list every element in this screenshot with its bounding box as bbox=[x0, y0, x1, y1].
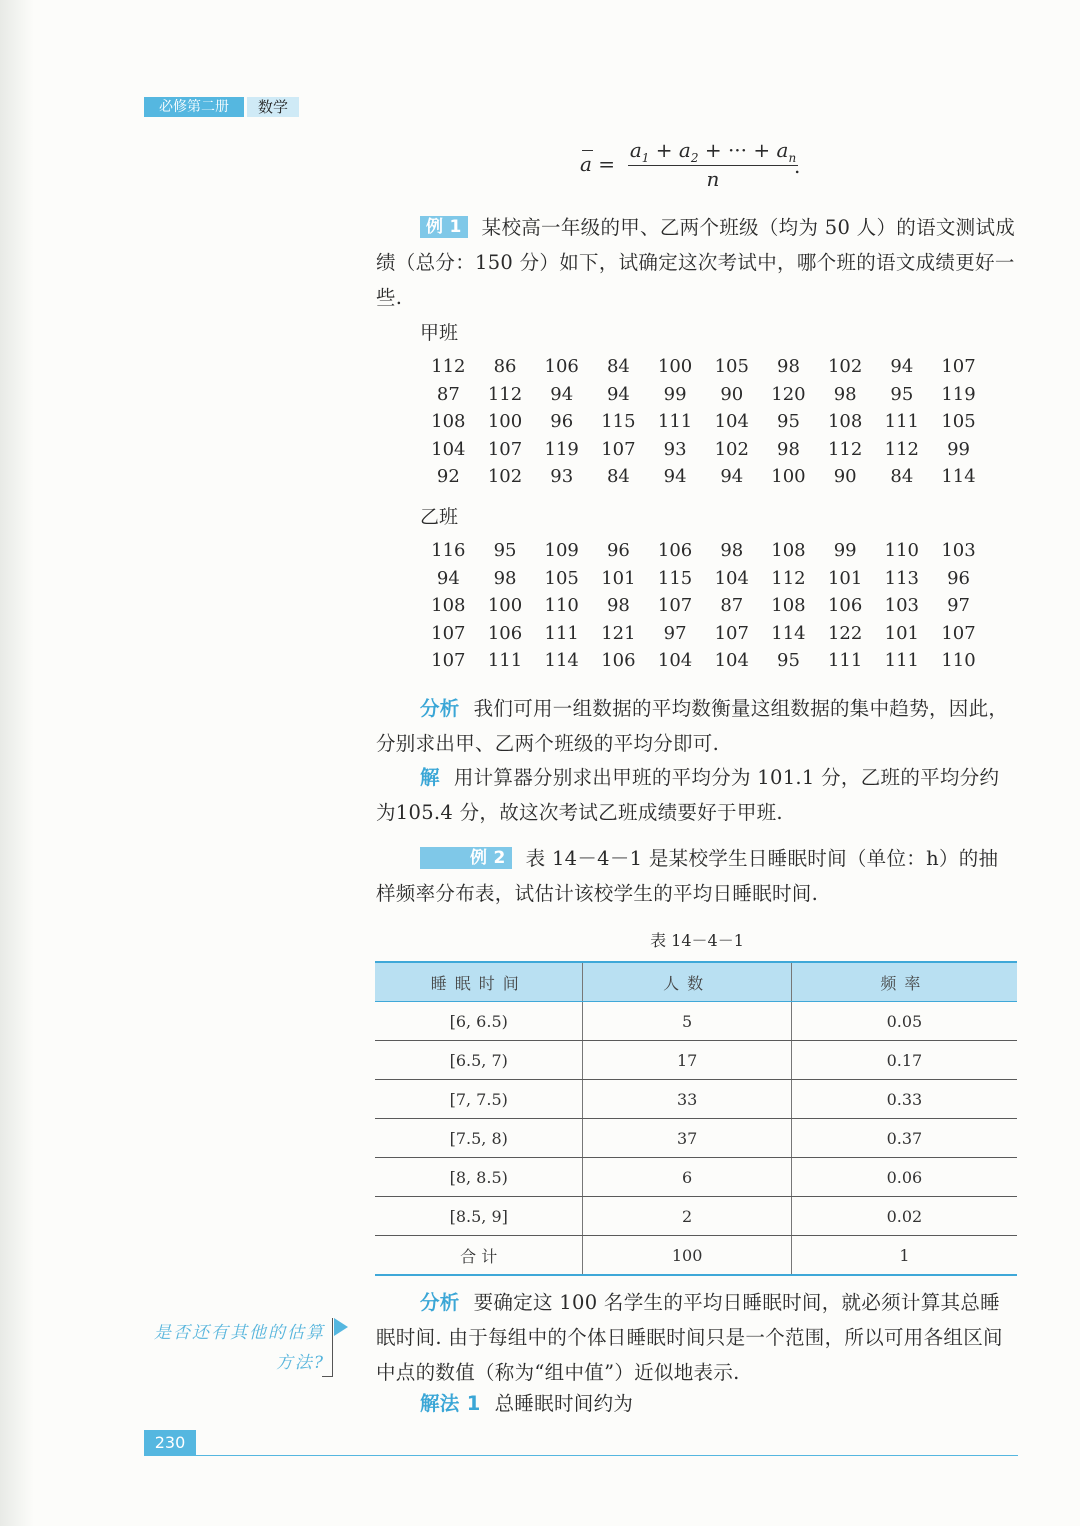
score-cell: 100 bbox=[657, 356, 693, 377]
score-cell: 100 bbox=[487, 411, 523, 432]
score-cell: 120 bbox=[771, 383, 806, 405]
score-cell: 106 bbox=[544, 356, 579, 377]
class-b-label: 乙班 bbox=[420, 506, 459, 528]
score-cell: 114 bbox=[941, 466, 976, 487]
score-cell: 108 bbox=[827, 411, 863, 432]
score-cell: 100 bbox=[771, 466, 806, 487]
col-count: 人数 bbox=[583, 962, 791, 1002]
example2-tag: 例 2 bbox=[420, 847, 512, 869]
score-cell: 111 bbox=[884, 650, 920, 671]
example1-solution: 解 用计算器分别求出甲班的平均分为 101.1 分，乙班的平均分约为105.4 分，故这次考试乙班成绩要好于甲班. bbox=[376, 766, 1000, 824]
score-cell: 119 bbox=[941, 383, 976, 405]
score-cell: 95 bbox=[777, 650, 800, 671]
score-cell: 112 bbox=[827, 438, 863, 460]
score-row bbox=[420, 436, 990, 464]
example1-analysis: 分析 我们可用一组数据的平均数衡量这组数据的集中趋势，因此，分别求出甲、乙两个班级的平均分即可. bbox=[376, 697, 1009, 755]
score-cell: 106 bbox=[487, 622, 523, 644]
flag-triangle-icon bbox=[334, 1318, 348, 1336]
score-cell: 113 bbox=[884, 567, 920, 589]
score-cell: 111 bbox=[827, 650, 863, 671]
table-cell: 0.17 bbox=[791, 1041, 1017, 1080]
score-row bbox=[420, 537, 990, 565]
score-cell: 107 bbox=[431, 650, 466, 671]
table-cell: 37 bbox=[583, 1119, 791, 1158]
score-cell: 94 bbox=[606, 383, 630, 405]
score-cell: 93 bbox=[550, 466, 574, 487]
example2-analysis: 分析 要确定这 100 名学生的平均日睡眠时间，就必须计算其总睡眠时间. 由于每组中的个体日睡眠时间只是一个范围，所以可用各组区间中点的数值（称为“组中值”）近似地表示. bbox=[376, 1291, 1003, 1384]
score-cell: 92 bbox=[436, 466, 460, 487]
score-cell: 90 bbox=[720, 383, 744, 405]
score-row bbox=[420, 381, 990, 409]
table-cell: 0.06 bbox=[791, 1158, 1017, 1197]
score-cell: 107 bbox=[431, 622, 466, 644]
table-cell: 0.05 bbox=[791, 1002, 1017, 1041]
score-cell: 97 bbox=[947, 595, 970, 616]
table-row bbox=[375, 1158, 1017, 1197]
score-cell: 86 bbox=[493, 356, 517, 377]
score-row bbox=[420, 463, 990, 491]
table-cell: [6.5, 7) bbox=[375, 1041, 583, 1080]
score-cell: 95 bbox=[493, 540, 517, 561]
table-caption: 表 14－4－1 bbox=[650, 931, 744, 950]
page-number: 230 bbox=[144, 1430, 196, 1456]
score-cell: 94 bbox=[436, 567, 460, 589]
score-cell: 107 bbox=[941, 622, 976, 644]
score-cell: 111 bbox=[884, 411, 920, 432]
score-cell: 94 bbox=[550, 383, 574, 405]
score-cell: 87 bbox=[720, 595, 744, 616]
class-a-scores bbox=[420, 353, 990, 491]
score-cell: 90 bbox=[833, 466, 857, 487]
score-cell: 105 bbox=[544, 567, 579, 589]
score-cell: 84 bbox=[606, 356, 630, 377]
table-cell: 100 bbox=[583, 1236, 791, 1276]
score-cell: 104 bbox=[714, 567, 749, 589]
score-cell: 98 bbox=[606, 595, 630, 616]
score-cell: 104 bbox=[714, 411, 749, 432]
flag-icon bbox=[332, 1318, 333, 1376]
table-cell: [8, 8.5) bbox=[375, 1158, 583, 1197]
score-cell: 111 bbox=[544, 622, 579, 644]
score-cell: 94 bbox=[720, 466, 744, 487]
footer-rule bbox=[196, 1455, 1018, 1456]
score-cell: 102 bbox=[714, 438, 749, 460]
score-cell: 111 bbox=[657, 411, 693, 432]
score-cell: 106 bbox=[827, 595, 863, 616]
score-cell: 101 bbox=[827, 567, 863, 589]
score-cell: 114 bbox=[771, 622, 806, 644]
score-cell: 110 bbox=[544, 595, 579, 616]
score-cell: 103 bbox=[884, 595, 920, 616]
score-cell: 116 bbox=[431, 540, 466, 561]
score-cell: 109 bbox=[544, 540, 579, 561]
class-a-label: 甲班 bbox=[420, 322, 459, 344]
score-cell: 110 bbox=[941, 650, 976, 671]
formula-denominator: n bbox=[706, 167, 720, 191]
example2-method: 解法 1 总睡眠时间约为 bbox=[420, 1392, 634, 1415]
score-cell: 108 bbox=[431, 411, 466, 432]
score-cell: 94 bbox=[663, 466, 687, 487]
table-row bbox=[375, 1080, 1017, 1119]
formula-numerator: $a_1 + a_2$ + ··· + $a_n$ bbox=[629, 138, 797, 165]
class-b-scores bbox=[420, 537, 990, 675]
table-cell: 33 bbox=[583, 1080, 791, 1119]
score-cell: 107 bbox=[941, 356, 976, 377]
score-cell: 95 bbox=[890, 383, 914, 405]
col-sleep-time: 睡眠时间 bbox=[375, 962, 583, 1002]
mean-formula: a = $a_1 + a_2$ + ··· + $a_n$ n . bbox=[580, 138, 801, 191]
score-cell: 96 bbox=[947, 567, 970, 589]
table-cell: [7.5, 8) bbox=[375, 1119, 583, 1158]
score-row bbox=[420, 647, 990, 675]
header-subject: 数学 bbox=[247, 97, 299, 117]
score-cell: 98 bbox=[493, 567, 517, 589]
score-cell: 112 bbox=[487, 383, 523, 405]
page-binding-shadow bbox=[0, 0, 34, 1526]
table-row bbox=[375, 1002, 1017, 1041]
score-cell: 97 bbox=[663, 622, 687, 644]
score-cell: 115 bbox=[601, 411, 636, 432]
score-cell: 87 bbox=[436, 383, 460, 405]
score-cell: 107 bbox=[601, 438, 636, 460]
score-cell: 107 bbox=[714, 622, 749, 644]
score-cell: 106 bbox=[601, 650, 636, 671]
score-cell: 107 bbox=[657, 595, 693, 616]
table-cell: 合 计 bbox=[375, 1236, 583, 1276]
score-cell: 108 bbox=[771, 595, 806, 616]
header-book-title: 必修第二册 bbox=[144, 97, 244, 117]
table-cell: 5 bbox=[583, 1002, 791, 1041]
score-cell: 99 bbox=[947, 438, 970, 460]
score-row bbox=[420, 408, 990, 436]
table-row bbox=[375, 1197, 1017, 1236]
score-cell: 112 bbox=[884, 438, 920, 460]
score-cell: 99 bbox=[833, 540, 857, 561]
score-row bbox=[420, 592, 990, 620]
score-cell: 96 bbox=[606, 540, 630, 561]
score-cell: 102 bbox=[487, 466, 523, 487]
score-cell: 112 bbox=[431, 356, 466, 377]
score-cell: 111 bbox=[487, 650, 523, 671]
score-row bbox=[420, 565, 990, 593]
table-cell: 2 bbox=[583, 1197, 791, 1236]
score-cell: 104 bbox=[431, 438, 466, 460]
score-cell: 105 bbox=[714, 356, 749, 377]
score-cell: 96 bbox=[550, 411, 574, 432]
table-cell: 0.37 bbox=[791, 1119, 1017, 1158]
table-row bbox=[375, 1236, 1017, 1276]
table-cell: 1 bbox=[791, 1236, 1017, 1276]
table-cell: 17 bbox=[583, 1041, 791, 1080]
score-cell: 99 bbox=[663, 383, 687, 405]
table-cell: [8.5, 9] bbox=[375, 1197, 583, 1236]
score-cell: 107 bbox=[487, 438, 523, 460]
score-cell: 105 bbox=[941, 411, 976, 432]
score-cell: 84 bbox=[606, 466, 630, 487]
score-cell: 112 bbox=[771, 567, 806, 589]
score-row bbox=[420, 620, 990, 648]
table-row bbox=[375, 1041, 1017, 1080]
score-cell: 94 bbox=[890, 356, 914, 377]
score-cell: 115 bbox=[657, 567, 693, 589]
score-cell: 93 bbox=[663, 438, 687, 460]
score-cell: 119 bbox=[544, 438, 579, 460]
score-cell: 104 bbox=[657, 650, 693, 671]
score-cell: 101 bbox=[601, 567, 636, 589]
score-cell: 98 bbox=[777, 356, 800, 377]
score-cell: 95 bbox=[777, 411, 800, 432]
score-cell: 100 bbox=[487, 595, 523, 616]
score-cell: 98 bbox=[720, 540, 744, 561]
score-cell: 122 bbox=[827, 622, 863, 644]
score-cell: 121 bbox=[601, 622, 636, 644]
score-cell: 84 bbox=[890, 466, 914, 487]
example1-statement: 例 1 某校高一年级的甲、乙两个班级（均为 50 人）的语文测试成绩（总分：150 分）如下，试确定这次考试中，哪个班的语文成绩更好一些. bbox=[376, 216, 1016, 309]
table-cell: [7, 7.5) bbox=[375, 1080, 583, 1119]
score-cell: 102 bbox=[827, 356, 863, 377]
score-row bbox=[420, 353, 990, 381]
score-cell: 106 bbox=[657, 540, 693, 561]
score-cell: 108 bbox=[431, 595, 466, 616]
sleep-frequency-table bbox=[375, 961, 1017, 1276]
score-cell: 114 bbox=[544, 650, 579, 671]
table-cell: 0.02 bbox=[791, 1197, 1017, 1236]
score-cell: 101 bbox=[884, 622, 920, 644]
margin-note: 是否还有其他的估算方法? bbox=[154, 1323, 325, 1373]
table-row bbox=[375, 1119, 1017, 1158]
example2-statement: 例 2 表 14－4－1 是某校学生日睡眠时间（单位：h）的抽样频率分布表，试估计该校学生的平均日睡眠时间. bbox=[376, 847, 999, 905]
table-cell: [6, 6.5) bbox=[375, 1002, 583, 1041]
score-cell: 110 bbox=[884, 540, 920, 561]
score-cell: 103 bbox=[941, 540, 976, 561]
score-cell: 98 bbox=[777, 438, 800, 460]
score-cell: 104 bbox=[714, 650, 749, 671]
formula-lhs: a = bbox=[580, 152, 616, 176]
table-cell: 6 bbox=[583, 1158, 791, 1197]
score-cell: 108 bbox=[771, 540, 806, 561]
example1-tag: 例 1 bbox=[420, 216, 468, 238]
table-cell: 0.33 bbox=[791, 1080, 1017, 1119]
col-frequency: 频率 bbox=[791, 962, 1017, 1002]
score-cell: 98 bbox=[833, 383, 857, 405]
